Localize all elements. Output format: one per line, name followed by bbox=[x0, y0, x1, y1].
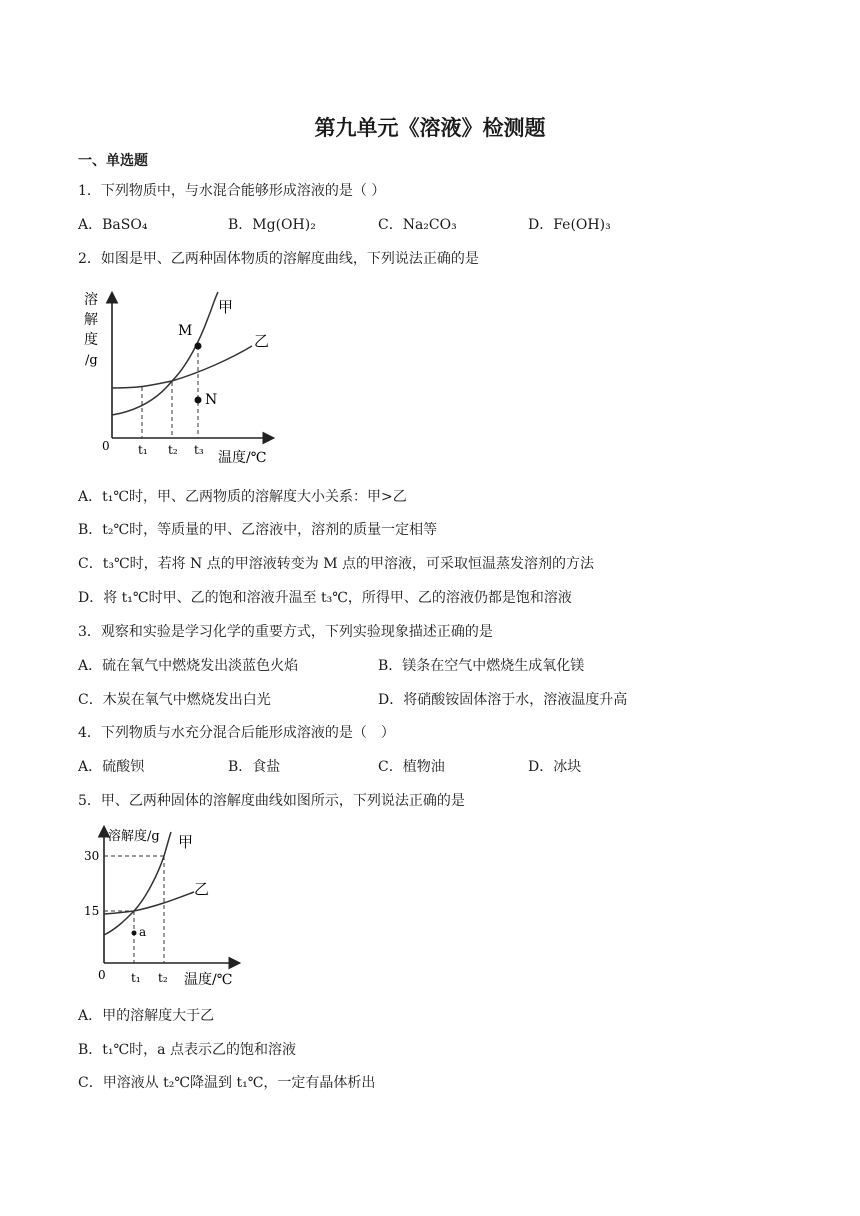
q5-y15: 15 bbox=[84, 904, 100, 918]
q5-label-yi: 乙 bbox=[194, 880, 210, 898]
question-4-stem: 4．下列物质与水充分混合后能形成溶液的是（ ） bbox=[78, 725, 395, 741]
q5-label-jia: 甲 bbox=[178, 833, 194, 851]
q3-option-b: B．镁条在空气中燃烧生成氧化镁 bbox=[378, 658, 585, 674]
q3-option-a: A．硫在氧气中燃烧发出淡蓝色火焰 bbox=[78, 658, 299, 674]
q2-point-m bbox=[195, 343, 202, 350]
q2-label-n: N bbox=[205, 392, 218, 408]
q5-tick-t2: t₂ bbox=[158, 971, 168, 985]
q4-option-a: A．硫酸钡 bbox=[78, 759, 145, 775]
q2-curve-jia bbox=[112, 292, 218, 415]
q2-tick-t1: t₁ bbox=[138, 443, 148, 457]
q5-xlabel: 温度/℃ bbox=[184, 972, 233, 988]
q5-option-c: C．甲溶液从 t₂℃降温到 t₁℃，一定有晶体析出 bbox=[78, 1075, 376, 1091]
q5-solubility-figure bbox=[78, 822, 248, 992]
question-3-stem: 3．观察和实验是学习化学的重要方式，下列实验现象描述正确的是 bbox=[78, 624, 493, 640]
q5-point-a bbox=[132, 931, 137, 936]
q2-tick-t2: t₂ bbox=[168, 443, 178, 457]
q2-point-n bbox=[195, 397, 202, 404]
q1-option-a: A．BaSO₄ bbox=[78, 217, 148, 233]
q1-option-d: D．Fe(OH)₃ bbox=[528, 217, 611, 233]
q2-solubility-figure bbox=[72, 282, 282, 468]
q4-option-d: D．冰块 bbox=[528, 759, 582, 775]
q5-curve-yi bbox=[104, 892, 194, 914]
q2-option-b: B．t₂℃时，等质量的甲、乙溶液中，溶剂的质量一定相等 bbox=[78, 522, 438, 538]
q2-ylabel-2: 解 bbox=[84, 312, 98, 328]
q2-origin: 0 bbox=[102, 439, 110, 453]
document-title: 第九单元《溶液》检测题 bbox=[314, 116, 546, 140]
q2-curve-yi bbox=[112, 346, 252, 388]
q5-option-a: A．甲的溶解度大于乙 bbox=[78, 1008, 215, 1024]
q5-label-a: a bbox=[139, 925, 147, 939]
q2-option-a: A．t₁℃时，甲、乙两物质的溶解度大小关系：甲>乙 bbox=[78, 489, 407, 505]
q5-tick-t1: t₁ bbox=[131, 971, 141, 985]
q5-origin: 0 bbox=[98, 968, 106, 982]
q5-ylabel: 溶解度/g bbox=[108, 829, 160, 844]
q2-option-c: C．t₃℃时，若将 N 点的甲溶液转变为 M 点的甲溶液，可采取恒温蒸发溶剂的方法 bbox=[78, 556, 594, 572]
q2-label-yi: 乙 bbox=[254, 332, 270, 350]
q2-ylabel-3: 度 bbox=[84, 332, 98, 348]
q1-option-b: B．Mg(OH)₂ bbox=[228, 217, 316, 233]
question-5-stem: 5．甲、乙两种固体的溶解度曲线如图所示，下列说法正确的是 bbox=[78, 793, 465, 809]
q2-xlabel: 温度/℃ bbox=[218, 450, 267, 466]
q2-label-jia: 甲 bbox=[218, 298, 234, 316]
q5-curve-jia bbox=[104, 832, 171, 935]
section-heading: 一、单选题 bbox=[78, 153, 148, 169]
q5-option-b: B．t₁℃时，a 点表示乙的饱和溶液 bbox=[78, 1042, 296, 1058]
question-1-stem: 1．下列物质中，与水混合能够形成溶液的是（ ） bbox=[78, 183, 386, 199]
q5-y30: 30 bbox=[84, 849, 100, 863]
q4-option-c: C．植物油 bbox=[378, 759, 445, 775]
q2-option-d: D．将 t₁℃时甲、乙的饱和溶液升温至 t₃℃，所得甲、乙的溶液仍都是饱和溶液 bbox=[78, 590, 572, 606]
q2-tick-t3: t₃ bbox=[194, 443, 204, 457]
q2-label-m: M bbox=[178, 323, 193, 339]
q1-option-c: C．Na₂CO₃ bbox=[378, 217, 457, 233]
q2-ylabel-4: /g bbox=[85, 353, 98, 368]
q4-option-b: B．食盐 bbox=[228, 759, 281, 775]
q3-option-c: C．木炭在氧气中燃烧发出白光 bbox=[78, 692, 271, 708]
q2-ylabel-1: 溶 bbox=[84, 292, 98, 308]
question-2-stem: 2．如图是甲、乙两种固体物质的溶解度曲线，下列说法正确的是 bbox=[78, 251, 479, 267]
q3-option-d: D．将硝酸铵固体溶于水，溶液温度升高 bbox=[378, 692, 628, 708]
